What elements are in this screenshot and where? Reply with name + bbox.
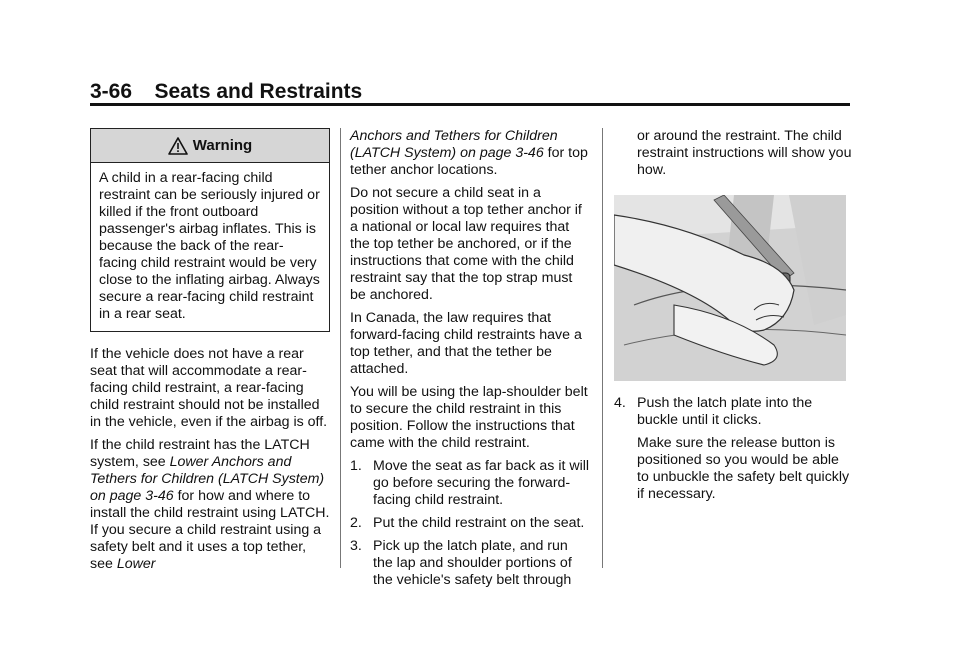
step-3-continued: or around the restraint. The child restraint instructions will show you how.: [637, 128, 852, 178]
step-number: 3.: [350, 538, 362, 554]
step-text: Move the seat as far back as it will go before securing the forward-facing child restraint.: [373, 458, 590, 508]
paragraph: You will be using the lap-shoulder belt to secure the child restraint in this position. Follow the instructions that came with the child restraint.: [350, 384, 588, 451]
step-4: [614, 395, 854, 429]
warning-box: [90, 128, 330, 332]
warning-triangle-icon: [168, 137, 188, 155]
warning-header: [91, 129, 329, 163]
paragraph: If the vehicle does not have a rear seat that will accommodate a rear-facing child restraint, a rear-facing child restraint should not be installed in the vehicle, even if the airbag is off.: [90, 346, 328, 430]
text: for how and where to install the child restraint using LATCH. If you secure a child restraint using a safety belt and it uses a top tether, see: [90, 488, 330, 572]
step-number: 2.: [350, 515, 362, 531]
text: If the child restraint has the LATCH system, see: [90, 437, 310, 470]
text: for top tether anchor locations.: [350, 145, 588, 178]
step-3: [350, 538, 590, 589]
step-number: 4.: [614, 395, 626, 411]
column-divider: [602, 128, 603, 568]
column-3: [614, 128, 854, 509]
step-text: Push the latch plate into the buckle until it clicks.: [637, 395, 813, 428]
column-2: [350, 128, 590, 595]
cross-reference-link[interactable]: Anchors and Tethers for Children (LATCH System) on page 3-46: [350, 128, 558, 161]
paragraph: [90, 437, 330, 573]
paragraph: In Canada, the law requires that forward-facing child restraints have a top tether, and that the tether be attached.: [350, 310, 582, 377]
step-1: [350, 458, 590, 509]
step-text: Pick up the latch plate, and run the lap and shoulder portions of the vehicle's safety belt through: [373, 538, 572, 588]
step-text: Put the child restraint on the seat.: [373, 515, 585, 531]
step-number: 1.: [350, 458, 362, 474]
warning-title: Warning: [192, 137, 253, 154]
cross-reference-link[interactable]: Lower: [116, 556, 156, 572]
page-number: 3-66: [90, 80, 133, 103]
section-title: Seats and Restraints: [154, 80, 363, 103]
column-divider: [340, 128, 341, 568]
column-1: [90, 128, 330, 579]
buckle-illustration: [614, 195, 846, 381]
paragraph: Do not secure a child seat in a position without a top tether anchor if a national or local law requires that the top tether be anchored, or if the instructions that come with the child restraint say that the top strap must be anchored.: [350, 185, 582, 303]
warning-body: A child in a rear-facing child restraint can be seriously injured or killed if the front outboard passenger's airbag inflates. This is because the back of the rear-facing child restraint would be very close to the inflating airbag. Always secure a rear-facing child restraint in a rear seat.: [99, 170, 320, 322]
paragraph: [350, 128, 590, 179]
step-2: [350, 515, 590, 532]
header-rule: [90, 103, 850, 106]
step-4-note: Make sure the release button is positioned so you would be able to unbuckle the safety belt quickly if necessary.: [637, 435, 850, 502]
cross-reference-link[interactable]: Lower Anchors and Tethers for Children (LATCH System) on page 3-46: [90, 454, 325, 504]
